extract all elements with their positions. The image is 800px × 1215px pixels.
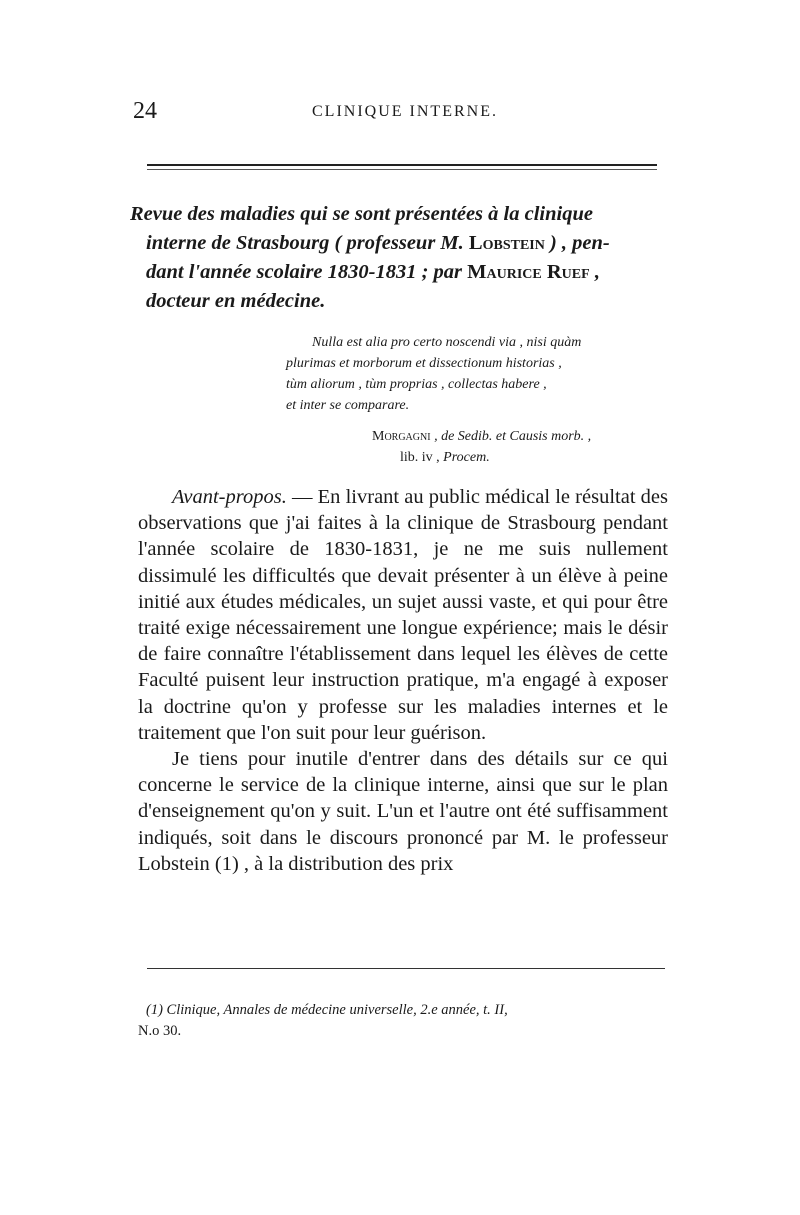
footnote-line-2: N.o 30. <box>138 1023 182 1039</box>
epigraph-line-1: Nulla est alia pro certo noscendi via , nisi quàm <box>312 335 582 350</box>
title-line-3 <box>130 258 670 287</box>
attribution-lib: lib. iv , <box>400 450 444 465</box>
epigraph-line-2: plurimas et morborum et dissectionum historias , <box>286 356 562 371</box>
title-line-3-text: dant l'année scolaire 1830-1831 ; par <box>146 261 468 283</box>
footnote <box>138 1000 678 1042</box>
title-line-4: docteur en médecine. <box>146 290 326 312</box>
body-text <box>138 484 668 877</box>
page-number: 24 <box>133 98 157 124</box>
title-line-2-end: ) , pen- <box>544 232 610 254</box>
title-line-2 <box>130 229 670 258</box>
header-rule-thin <box>147 169 657 170</box>
epigraph-line-3: tùm aliorum , tùm proprias , collectas habere , <box>286 377 547 392</box>
professor-name: Lobstein <box>468 232 545 254</box>
attribution-author: Morgagni <box>372 429 431 444</box>
footnote-line-1: (1) Clinique, Annales de médecine universelle, 2.e année, t. II, <box>146 1002 508 1018</box>
attribution-section: Procem. <box>443 450 490 465</box>
title-line-2-text: interne de Strasbourg ( professeur M. <box>146 232 469 254</box>
header-rule-thick <box>147 164 657 166</box>
article-title <box>130 200 670 316</box>
title-line-1: Revue des maladies qui se sont présentées à la clinique <box>130 203 593 225</box>
author-name: Maurice Ruef <box>467 261 590 283</box>
epigraph-line-4: et inter se comparare. <box>286 398 410 413</box>
paragraph-1-text: — En livrant au public médical le résultat des observations que j'ai faites à la clinique de Strasbourg pendant l'année scolaire de 1830-1831, je ne me suis nullement dissimulé les difficultés que devait présenter à un élève à peine initié aux études médicales, un sujet aussi vaste, et qui pour être traité exige nécessairement une longue expérience; mais le désir de faire connaître l'établissement dans lequel les élèves de cette Faculté puisent leur instruction pratique, m'a engagé à exposer la doctrine qu'on y professe sur les maladies internes et le traitement que l'on suit pour leur guérison. <box>138 486 668 744</box>
title-line-3-end: , <box>589 261 600 283</box>
intro-label: Avant-propos. <box>172 486 287 508</box>
attribution-work: , de Sedib. et Causis morb. , <box>430 429 592 444</box>
epigraph-attribution <box>372 426 672 468</box>
epigraph <box>286 332 681 416</box>
attribution-line-2 <box>372 447 672 468</box>
paragraph-2: Je tiens pour inutile d'entrer dans des détails sur ce qui concerne le service de la clinique interne, ainsi que sur le plan d'enseignement qu'on y suit. L'un et l'autre ont été suffisamment indiqués, soit dans le discours prononcé par M. le professeur Lobstein (1) , à la distribution des prix <box>138 748 668 875</box>
attribution-line-1 <box>372 426 672 447</box>
footnote-rule <box>147 968 665 969</box>
running-title: CLINIQUE INTERNE. <box>312 103 498 120</box>
paragraph-1 <box>138 484 668 746</box>
